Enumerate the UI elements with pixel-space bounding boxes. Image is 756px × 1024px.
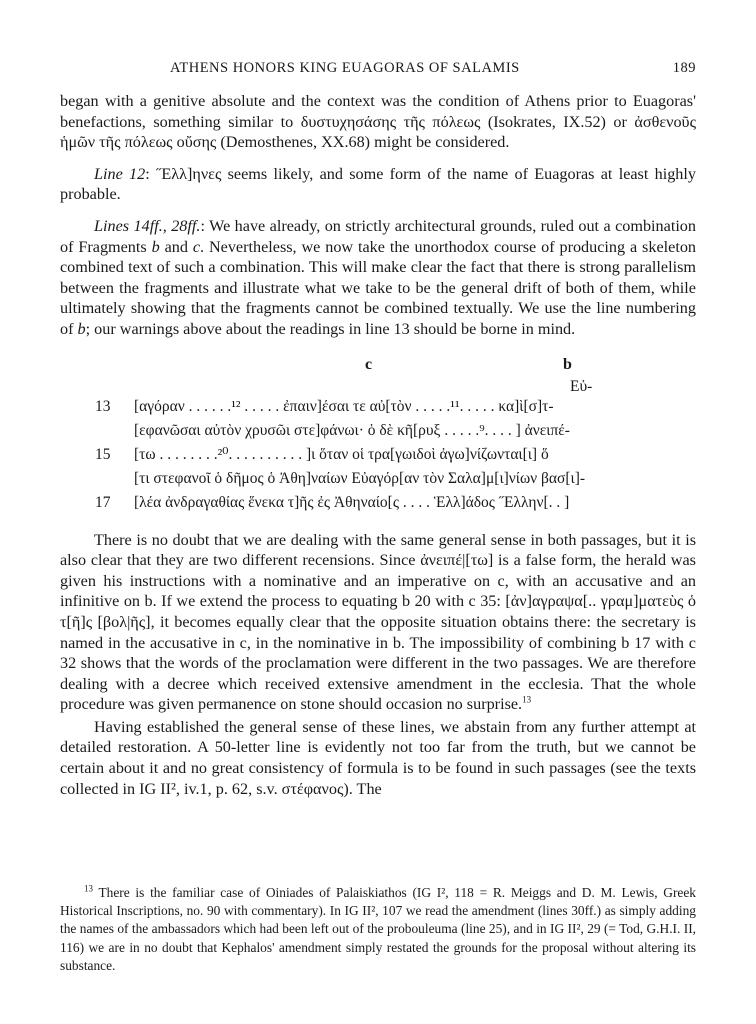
line-number: 17 (95, 493, 111, 511)
line-text: [λέα ἀνδραγαθίας ἕνεκα τ]ῆς ἐς Ἀθηναίο[ς . . . . Ἑλλ]άδος ˝Ελλην[. . ] (134, 493, 570, 511)
fragment-c-ref: c (192, 237, 201, 256)
inscription-line (60, 444, 696, 468)
body-text (60, 91, 696, 810)
line-reference: Line 12 (94, 164, 146, 183)
lines-reference: Lines 14ff., 28ff. (94, 216, 201, 235)
inscription-text (60, 354, 696, 516)
fragment-b-ref: b (151, 237, 160, 256)
paragraph-4 (60, 530, 696, 715)
inscription-line (60, 468, 696, 492)
footnote (60, 884, 696, 975)
column-c-heading: c (365, 355, 373, 373)
paragraph-2-text: : ˝Ελλ]ηνες seems likely, and some form of the name of Euagoras at least highly probable. (60, 164, 696, 204)
inscription-line (60, 492, 696, 516)
paragraph-1: began with a genitive absolute and the context was the condition of Athens prior to Euagoras' benefactions, something similar to δυστυχησάσης τῆς πόλεως (Isokrates, IX.52) or ἀσθενοῦς ἡμῶν τῆς πόλεως οὔσης (Demosthenes, XX.68) might be considered. (60, 92, 696, 152)
line-number: 15 (95, 445, 111, 463)
column-headings (60, 354, 696, 376)
paragraph-5: Having established the general sense of these lines, we abstain from any further attempt at detailed restoration. A 50-letter line is evidently not too far from the truth, but we cannot be certain about it and no great consistency of formula is to be found in such passages (see the texts collected in IG II², iv.1, p. 62, s.v. στέφανος). The (60, 717, 696, 798)
fragment-b-ref-2: b (77, 319, 86, 338)
line-number: 13 (95, 397, 111, 415)
inscription-line (60, 396, 696, 420)
line-text: [εφανῶσαι αὐτὸν χρυσῶι στε]φάνωι· ὁ δὲ κῆ[ρυξ . . . . .⁹. . . . ] ἀνειπέ- (134, 421, 570, 439)
running-title: ATHENS HONORS KING EUAGORAS OF SALAMIS (170, 60, 520, 76)
paragraph-3-text-mid: and (159, 237, 193, 256)
footnote-text: There is the familiar case of Oiniades of Palaiskiathos (IG I², 118 = R. Meiggs and D. M. Lewis, Greek Historical Inscriptions, no. 90 with commentary). In IG II², 107 we read the amendment (lines 30ff.) as simply adding the names of the ambassadors which had been left out of the probouleuma (line 25), and in IG II², 29 (= Tod, G.H.I. II, 116) we are in no doubt that Kephalos' amendment simply restated the grounds for the proposal without altering its substance. (60, 885, 696, 973)
paragraph-4-text: There is no doubt that we are dealing with the same general sense in both passages, but it is also clear that they are two different recensions. Since ἀνειπέ|[τω] is a false form, the herald was given his instructions with a nominative and an imperative on c, with an accusative and an infinitive on b. If we extend the process to equating b 20 with c 35: [ἀν]αγραψα[.. γραμ]ματεὺς ὁ τ[ῆ]ς [βολ|ῆς], it becomes equally clear that the opposite situation obtains there: the secretary is named in the accusative in c, in the nominative in b. The impossibility of combining b 17 with c 32 shows that the words of the proclamation were different in the two passages. We are therefore dealing with a decree which received extensive amendment in the ecclesia. That the whole procedure was given permanence on stone should occasion no surprise. (60, 530, 696, 714)
paragraph-3-text-d: ; our warnings above about the readings in line 13 should be borne in mind. (85, 319, 576, 338)
paragraph-3-text-c: . Nevertheless, we now take the unorthodox course of producing a skeleton combined text of such a combination. This will make clear the fact that there is strong parallelism between the fragments and illustrate what we take to be the general drift of both of them, while ultimately showing that the fragments cannot be combined textually. We use the line numbering of (60, 237, 697, 338)
inscription-line (60, 420, 696, 444)
inscription-start (60, 376, 696, 396)
inscription-first-word: Εὐ- (570, 377, 593, 395)
line-text: [τω . . . . . . . .²⁰. . . . . . . . . . ]ι ὅταν οἱ τρα[γωιδοὶ ἀγω]νίζωνται[ι] ὅ (134, 445, 549, 463)
page (60, 0, 696, 1024)
paragraph-3-text-a: : We have already, on strictly architectural grounds, ruled out a combination of Fragments (60, 216, 696, 256)
footnote-13 (60, 884, 696, 975)
footnote-marker: 13 (84, 883, 93, 894)
footnote-ref: 13 (522, 694, 532, 705)
paragraph-3 (60, 216, 696, 340)
running-head (60, 60, 696, 78)
page-number: 189 (672, 60, 696, 76)
line-text: [αγόραν . . . . . .¹² . . . . . ἐπαιν]έσαι τε αὐ[τὸν . . . . .¹¹. . . . . κα]ὶ[σ]τ- (134, 397, 554, 415)
column-b-heading: b (563, 355, 572, 373)
paragraph-2 (60, 164, 696, 205)
line-text: [τι στεφανοῖ ὁ δῆμος ὁ Ἀθη]ναίων Εὐαγόρ[αν τὸν Σαλα]μ[ι]νίων βασ[ι]- (134, 469, 586, 487)
